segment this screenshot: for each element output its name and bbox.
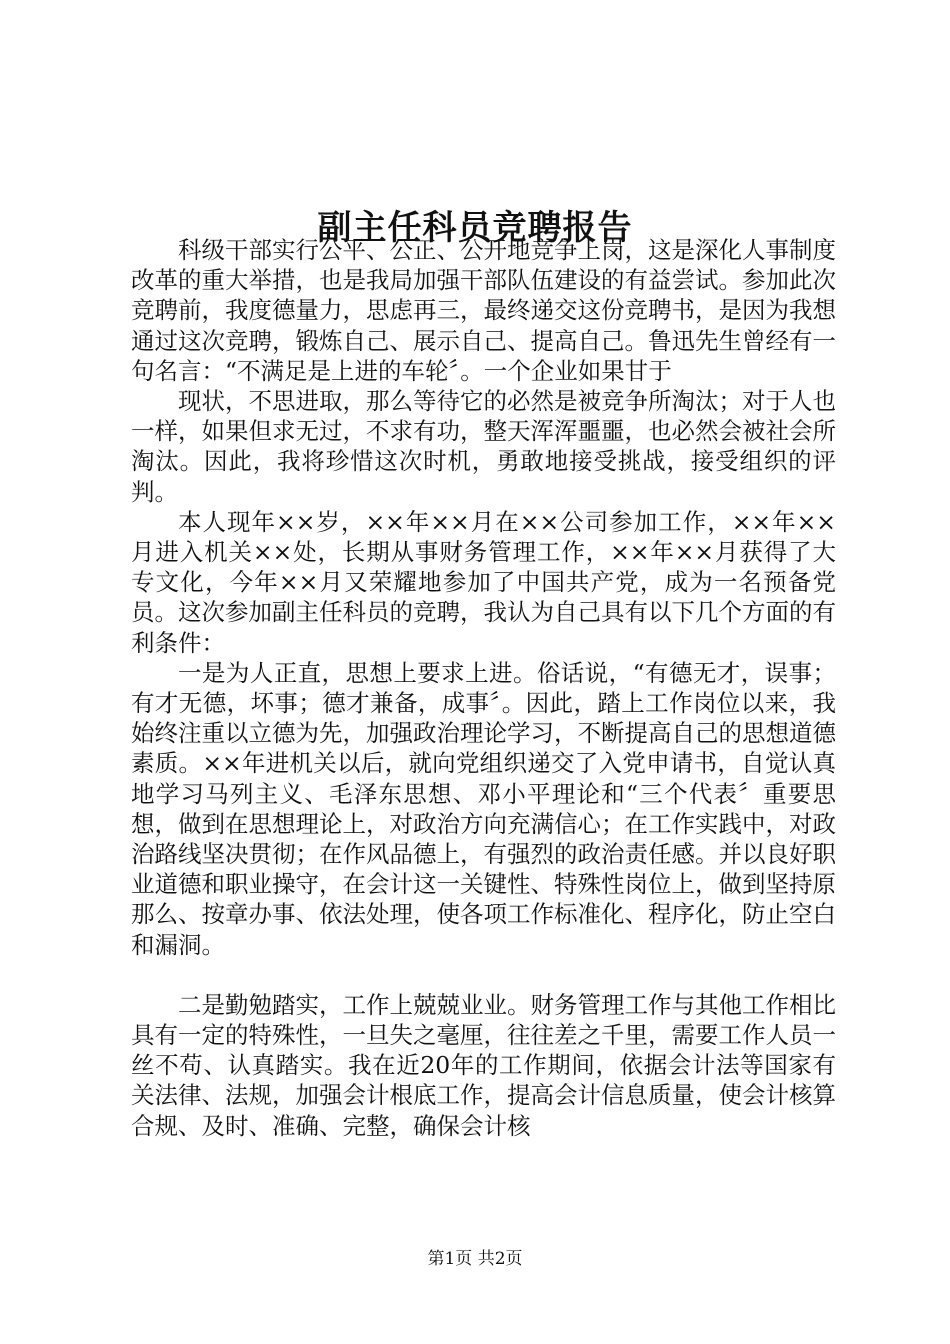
paragraph-continuation: 现状，不思进取，那么等待它的必然是被竞争所淘汰；对于人也一样，如果但求无过，不求有功，整天浑浑噩噩，也必然会被社会所淘汰。因此，我将珍惜这次时机，勇敢地接受挑战，接受组织的评判。 bbox=[131, 387, 836, 506]
paragraph-intro: 科级干部实行公平、公正、公开地竞争上岗，这是深化人事制度改革的重大举措，也是我局加强干部队伍建设的有益尝试。参加此次竞聘前，我度德量力，思虑再三，最终递交这份竞聘书，是因为我想通过这次竞聘，锻炼自己、展示自己、提高自己。鲁迅先生曾经有一句名言：“不满足是上进的车轮〞。一个企业如果甘于 bbox=[131, 236, 836, 385]
document-title: 副主任科员竞聘报告 bbox=[317, 207, 633, 248]
paragraph-condition-two: 二是勤勉踏实，工作上兢兢业业。财务管理工作与其他工作相比具有一定的特殊性，一旦失之毫厘，往往差之千里，需要工作人员一丝不苟、认真踏实。我在近20年的工作期间，依据会计法等国家有关法律、法规，加强会计根底工作，提高会计信息质量，使会计核算合规、及时、准确、完整，确保会计核 bbox=[131, 990, 836, 1140]
paragraph-personal-info: 本人现年××岁，××年××月在××公司参加工作，××年××月进入机关××处，长期从事财务管理工作，××年××月获得了大专文化，今年××月又荣耀地参加了中国共产党，成为一名预备党员。这次参加副主任科员的竞聘，我认为自己具有以下几个方面的有利条件： bbox=[131, 507, 836, 657]
paragraph-condition-one: 一是为人正直，思想上要求上进。俗话说，“有德无才，误事；有才无德，坏事；德才兼备，成事〞。因此，踏上工作岗位以来，我始终注重以立德为先，加强政治理论学习，不断提高自己的思想道德素质。××年进机关以后，就向党组织递交了入党申请书，自觉认真地学习马列主义、毛泽东思想、邓小平理论和“三个代表〞重要思想，做到在思想理论上，对政治方向充满信心；在工作实践中，对政治路线坚决贯彻；在作风品德上，有强烈的政治责任感。并以良好职业道德和职业操守，在会计这一关键性、特殊性岗位上，做到坚持原那么、按章办事、依法处理，使各项工作标准化、程序化，防止空白和漏洞。 bbox=[131, 658, 836, 959]
page-number-footer: 第1页 共2页 bbox=[427, 1249, 523, 1269]
document-body bbox=[131, 235, 836, 1141]
